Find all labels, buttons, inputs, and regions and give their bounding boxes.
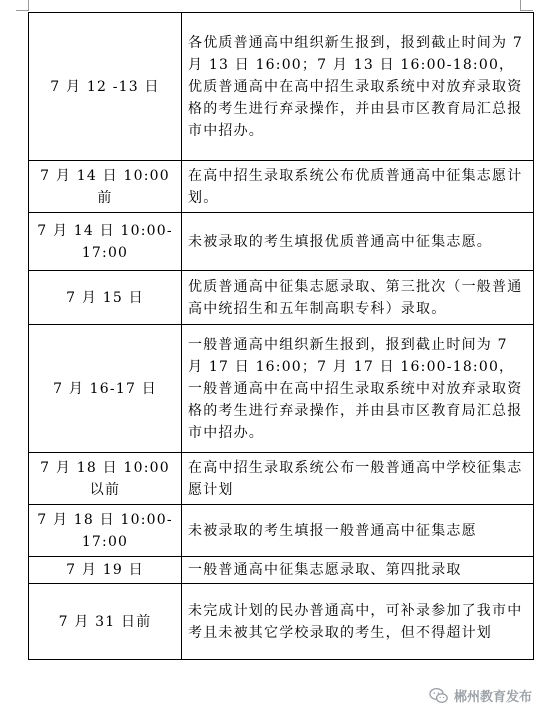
table-row bbox=[29, 325, 534, 453]
schedule-date: 7 月 18 日 10:00 以前 bbox=[29, 453, 182, 505]
schedule-description: 在高中招生录取系统公布优质普通高中征集志愿计划。 bbox=[182, 161, 534, 213]
watermark-text: 郴州教育发布 bbox=[453, 690, 532, 705]
schedule-description: 未完成计划的民办普通高中，可补录参加了我市中考且未被其它学校录取的考生，但不得超计划 bbox=[182, 584, 534, 660]
schedule-description: 各优质普通高中组织新生报到，报到截止时间为 7 月 13 日 16:00；7 月 13 日 16:00-18:00，优质普通高中在高中招生录取系统中对放弃录取资格的考生进行弃录操作，并由县市区教育局汇总报市中招办。 bbox=[182, 13, 534, 161]
schedule-date: 7 月 15 日 bbox=[29, 271, 182, 325]
table-row bbox=[29, 453, 534, 505]
wechat-icon bbox=[429, 687, 449, 705]
schedule-description: 一般普通高中征集志愿录取、第四批录取 bbox=[182, 557, 534, 584]
enrollment-schedule-table bbox=[28, 12, 534, 660]
schedule-date: 7 月 31 日前 bbox=[29, 584, 182, 660]
schedule-description: 在高中招生录取系统公布一般普通高中学校征集志愿计划 bbox=[182, 453, 534, 505]
table-row bbox=[29, 557, 534, 584]
schedule-description: 优质普通高中征集志愿录取、第三批次（一般普通高中统招生和五年制高职专科）录取。 bbox=[182, 271, 534, 325]
table-row bbox=[29, 213, 534, 271]
table-row bbox=[29, 271, 534, 325]
schedule-date: 7 月 16-17 日 bbox=[29, 325, 182, 453]
schedule-date: 7 月 14 日 10:00 前 bbox=[29, 161, 182, 213]
table-row bbox=[29, 13, 534, 161]
table-row bbox=[29, 505, 534, 557]
page-corner-mark-right bbox=[520, 0, 533, 11]
schedule-description: 一般普通高中组织新生报到，报到截止时间为 7 月 17 日 16:00；7 月 17 日 16:00-18:00，一般普通高中在高中招生录取系统中对放弃录取资格的考生进行弃录操作，并由县市区教育局汇总报市中招办。 bbox=[182, 325, 534, 453]
table-row bbox=[29, 584, 534, 660]
schedule-date: 7 月 14 日 10:00-17:00 bbox=[29, 213, 182, 271]
schedule-date: 7 月 18 日 10:00-17:00 bbox=[29, 505, 182, 557]
schedule-description: 未被录取的考生填报优质普通高中征集志愿。 bbox=[182, 213, 534, 271]
schedule-date: 7 月 19 日 bbox=[29, 557, 182, 584]
schedule-description: 未被录取的考生填报一般普通高中征集志愿 bbox=[182, 505, 534, 557]
table-row bbox=[29, 161, 534, 213]
schedule-date: 7 月 12 -13 日 bbox=[29, 13, 182, 161]
watermark bbox=[429, 686, 532, 705]
page-corner-mark-left bbox=[16, 0, 29, 11]
